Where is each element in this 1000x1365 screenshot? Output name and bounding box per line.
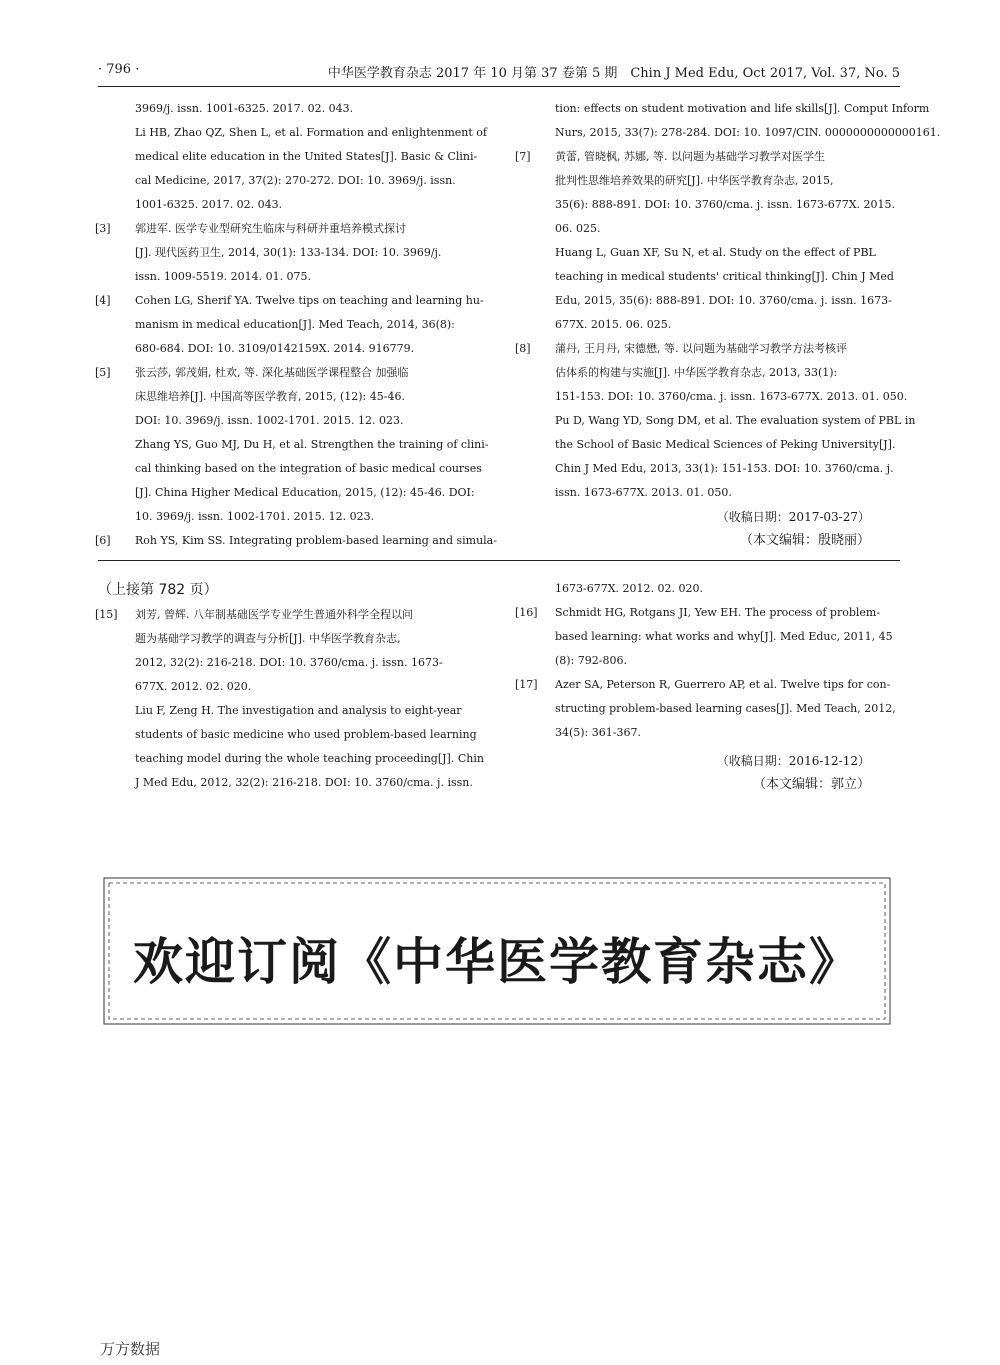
reference-number: [16]	[515, 606, 538, 619]
reference-number: [4]	[95, 294, 111, 307]
reference-entry	[95, 529, 497, 553]
section-divider	[98, 560, 900, 561]
reference-line: 刘芳, 曾辉. 八年制基础医学专业学生普通外科学全程以问	[135, 608, 413, 621]
editor-name: （本文编辑：殷晓丽）	[739, 533, 870, 548]
reference-line: DOI: 10. 3969/j. issn. 1002-1701. 2015. 12. 023.	[135, 414, 404, 427]
reference-number: [8]	[515, 342, 531, 355]
watermark-text: 万方数据	[100, 1340, 161, 1358]
reference-line: 黄蕾, 管晓枫, 苏娜, 等. 以问题为基础学习教学对医学生	[555, 150, 825, 163]
reference-line: Azer SA, Peterson R, Guerrero AP, et al. Twelve tips for con-	[555, 678, 891, 691]
reference-line: issn. 1673-677X. 2013. 01. 050.	[555, 486, 732, 499]
reference-line: 张云莎, 郭茂娟, 杜欢, 等. 深化基础医学课程整合 加强临	[135, 366, 409, 379]
reference-line: Li HB, Zhao QZ, Shen L, et al. Formation and enlightenment of	[135, 126, 487, 139]
reference-entry	[515, 337, 916, 505]
reference-line: 2012, 32(2): 216-218. DOI: 10. 3760/cma. j. issn. 1673-	[135, 656, 443, 669]
reference-number: [15]	[95, 608, 118, 621]
reference-line: 1673-677X. 2012. 02. 020.	[555, 582, 704, 595]
reference-line: 题为基础学习教学的调查与分析[J]. 中华医学教育杂志,	[135, 632, 401, 645]
reference-line: 680-684. DOI: 10. 3109/0142159X. 2014. 916779.	[135, 342, 415, 355]
references-continued-right	[515, 577, 900, 797]
reference-line: Zhang YS, Guo MJ, Du H, et al. Strengthen the training of clini-	[135, 438, 489, 451]
banner-title: 欢迎订阅《中华医学教育杂志》	[133, 932, 861, 991]
reference-line: based learning: what works and why[J]. Med Educ, 2011, 45	[555, 630, 893, 643]
reference-number: [6]	[95, 534, 111, 547]
reference-line: cal thinking based on the integration of basic medical courses	[135, 462, 482, 475]
reference-line: 10. 3969/j. issn. 1002-1701. 2015. 12. 023.	[135, 510, 375, 523]
reference-line: [J]. 现代医药卫生, 2014, 30(1): 133-134. DOI: 10. 3969/j.	[135, 246, 442, 259]
reference-line: 估体系的构建与实施[J]. 中华医学教育杂志, 2013, 33(1):	[555, 366, 838, 379]
reference-line: (8): 792-806.	[555, 654, 627, 667]
reference-line: manism in medical education[J]. Med Teach, 2014, 36(8):	[135, 318, 455, 331]
reference-line: [J]. China Higher Medical Education, 2015, (12): 45-46. DOI:	[135, 486, 475, 499]
reference-line: 1001-6325. 2017. 02. 043.	[135, 198, 283, 211]
reference-line: Nurs, 2015, 33(7): 278-284. DOI: 10. 1097/CIN. 0000000000000161.	[555, 126, 941, 139]
running-head: 中华医学教育杂志 2017 年 10 月第 37 卷第 5 期 Chin J Med Edu, Oct 2017, Vol. 37, No. 5	[327, 66, 900, 81]
reference-entry	[515, 601, 900, 673]
reference-line: Roh YS, Kim SS. Integrating problem-based learning and simula-	[135, 534, 497, 547]
reference-line: 677X. 2012. 02. 020.	[135, 680, 252, 693]
continued-from-label: （上接第 782 页）	[98, 582, 218, 598]
reference-line: Schmidt HG, Rotgans JI, Yew EH. The process of problem-	[555, 606, 881, 619]
reference-line: 3969/j. issn. 1001-6325. 2017. 02. 043.	[135, 102, 354, 115]
reference-line: 郭进军. 医学专业型研究生临床与科研并重培养模式探讨	[135, 222, 406, 235]
received-date-2: （收稿日期：2016-12-12）	[716, 754, 870, 768]
reference-line: Pu D, Wang YD, Song DM, et al. The evaluation system of PBL in	[555, 414, 916, 427]
reference-entry	[555, 577, 900, 601]
reference-line: teaching model during the whole teaching proceeding[J]. Chin	[135, 752, 484, 765]
header-rule	[98, 86, 900, 87]
reference-number: [17]	[515, 678, 538, 691]
received-date: （收稿日期：2017-03-27）	[716, 510, 870, 524]
subscription-banner	[100, 872, 894, 1028]
reference-entry	[95, 361, 489, 529]
reference-line: 床思维培养[J]. 中国高等医学教育, 2015, (12): 45-46.	[135, 390, 405, 403]
reference-line: 677X. 2015. 06. 025.	[555, 318, 672, 331]
reference-line: medical elite education in the United States[J]. Basic & Clini-	[135, 150, 478, 163]
references-right-column	[515, 97, 941, 553]
reference-line: Cohen LG, Sherif YA. Twelve tips on teaching and learning hu-	[135, 294, 484, 307]
reference-line: J Med Edu, 2012, 32(2): 216-218. DOI: 10. 3760/cma. j. issn.	[135, 776, 473, 789]
editor-name-2: （本文编辑：郭立）	[752, 777, 870, 792]
reference-entry	[95, 217, 485, 289]
reference-line: structing problem-based learning cases[J]. Med Teach, 2012,	[555, 702, 896, 715]
reference-number: [7]	[515, 150, 531, 163]
reference-line: 06. 025.	[555, 222, 601, 235]
reference-entry	[515, 145, 900, 337]
reference-line: cal Medicine, 2017, 37(2): 270-272. DOI: 10. 3969/j. issn.	[135, 174, 456, 187]
reference-entry	[135, 97, 485, 217]
reference-line: issn. 1009-5519. 2014. 01. 075.	[135, 270, 312, 283]
reference-line: Chin J Med Edu, 2013, 33(1): 151-153. DOI: 10. 3760/cma. j.	[555, 462, 894, 475]
running-header	[98, 62, 900, 84]
reference-line: 151-153. DOI: 10. 3760/cma. j. issn. 1673-677X. 2013. 01. 050.	[555, 390, 908, 403]
references-continued-left	[95, 603, 485, 795]
reference-number: [3]	[95, 222, 111, 235]
reference-line: 35(6): 888-891. DOI: 10. 3760/cma. j. issn. 1673-677X. 2015.	[555, 198, 896, 211]
reference-line: Huang L, Guan XF, Su N, et al. Study on the effect of PBL	[555, 246, 876, 259]
reference-line: Liu F, Zeng H. The investigation and analysis to eight-year	[135, 704, 462, 717]
reference-line: tion: effects on student motivation and life skills[J]. Comput Inform	[555, 102, 930, 115]
reference-line: students of basic medicine who used problem-based learning	[135, 728, 477, 741]
reference-line: teaching in medical students' critical thinking[J]. Chin J Med	[555, 270, 894, 283]
page-number: · 796 ·	[98, 62, 140, 77]
reference-line: 蒲丹, 王月丹, 宋德懋, 等. 以问题为基础学习教学方法考核评	[555, 342, 847, 355]
reference-entry	[555, 97, 941, 145]
reference-line: Edu, 2015, 35(6): 888-891. DOI: 10. 3760/cma. j. issn. 1673-	[555, 294, 892, 307]
reference-line: 34(5): 361-367.	[555, 726, 641, 739]
reference-entry	[515, 673, 900, 745]
reference-line: 批判性思维培养效果的研究[J]. 中华医学教育杂志, 2015,	[555, 174, 834, 187]
reference-entry	[95, 289, 485, 361]
reference-entry	[95, 603, 485, 795]
reference-number: [5]	[95, 366, 111, 379]
references-left-column	[95, 97, 497, 553]
reference-line: the School of Basic Medical Sciences of Peking University[J].	[555, 438, 896, 451]
